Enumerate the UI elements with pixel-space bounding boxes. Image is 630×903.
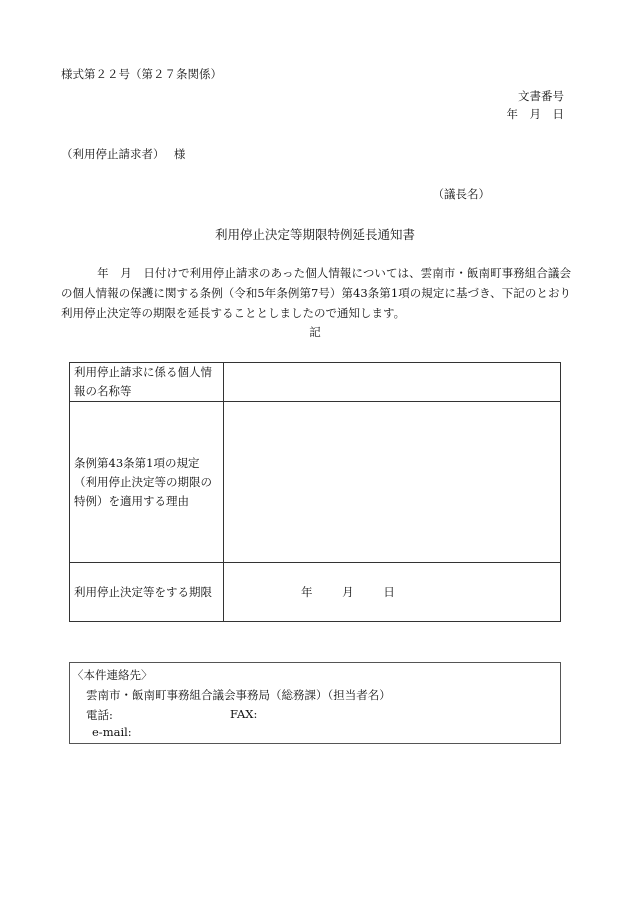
- personal-info-name-label: 利用停止請求に係る個人情報の名称等: [70, 363, 224, 402]
- sender-name: （議長名）: [432, 187, 490, 201]
- deadline-label: 利用停止決定等をする期限: [70, 563, 224, 622]
- body-text: 年 月 日付けで利用停止請求のあった個人情報については、雲南市・飯南町事務組合議会の個人情報の保護に関する条例（令和5年条例第7号）第43条第1項の規定に基づき、下記のとおり利用停止決定等の期限を延長することとしましたので通知します。: [61, 266, 571, 320]
- contact-organization: 雲南市・飯南町事務組合議会事務局（総務課）（担当者名）: [86, 688, 391, 702]
- personal-info-name-value[interactable]: [224, 363, 561, 402]
- table-row: [70, 563, 561, 622]
- deadline-day: 日: [383, 584, 395, 599]
- reason-value[interactable]: [224, 402, 561, 563]
- date-line: 年 月 日: [506, 107, 564, 121]
- contact-heading: 〈本件連絡先〉: [72, 668, 153, 682]
- document-title: 利用停止決定等期限特例延長通知書: [214, 227, 415, 242]
- deadline-month: 月: [342, 584, 354, 599]
- ki-heading: 記: [309, 325, 321, 339]
- contact-tel-label: 電話:: [86, 708, 113, 722]
- table-row: [70, 402, 561, 563]
- document-number-label: 文書番号: [518, 89, 564, 103]
- body-paragraph: [61, 263, 571, 323]
- details-table: [69, 362, 561, 622]
- reason-label: 条例第43条第1項の規定（利用停止決定等の期限の特例）を適用する理由: [70, 402, 224, 563]
- contact-fax-label: FAX:: [230, 707, 258, 721]
- table-row: [70, 363, 561, 402]
- deadline-value[interactable]: [224, 563, 561, 622]
- form-number: 様式第２２号（第２７条関係）: [61, 67, 222, 81]
- deadline-year: 年: [301, 584, 313, 599]
- contact-email-label: e-mail:: [92, 725, 132, 739]
- recipient-line: （利用停止請求者） 様: [61, 147, 186, 161]
- contact-box: [69, 662, 561, 744]
